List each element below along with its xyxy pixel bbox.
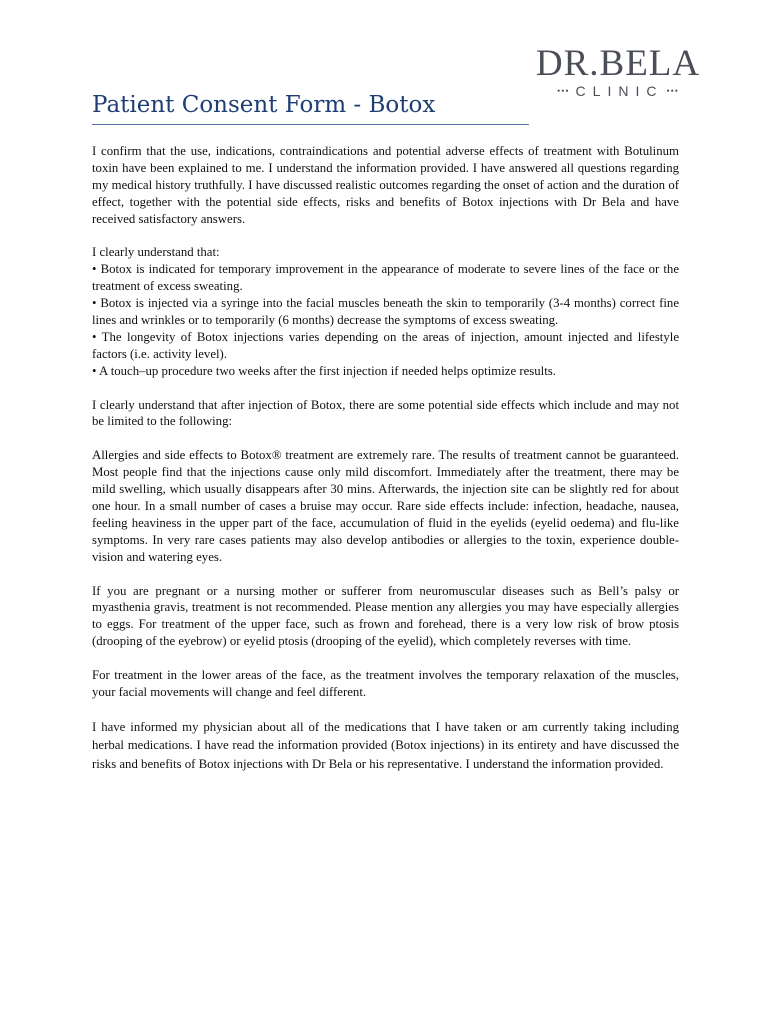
lower-face-treatment-paragraph: For treatment in the lower areas of the face, as the treatment involves the temporary relaxation of the muscles, your facial movements will change and feel different. bbox=[92, 668, 679, 699]
logo-subtitle-text: CLINIC bbox=[575, 83, 664, 99]
title-divider bbox=[92, 124, 529, 125]
bullet-injection-duration: • Botox is injected via a syringe into the facial muscles beneath the skin to temporarily (3-4 months) correct fine lines and wrinkles or to temporarily (6 months) decrease the symptoms of excess sweating. bbox=[92, 296, 679, 328]
logo-left-dots: ••• bbox=[557, 86, 570, 96]
pregnancy-contraindications-paragraph: If you are pregnant or a nursing mother or sufferer from neuromuscular diseases such as Bell’s palsy or myasthenia gravis, treatment is not recommended. Please mention any allergies you may have especially allergies to eggs. For treatment of the upper face, such as frown and forehead, there is a very low risk of brow ptosis (drooping of the eyebrow) or eyelid ptosis (drooping of the eyelid), which completely reverses with time. bbox=[92, 583, 679, 649]
bullet-longevity: • The longevity of Botox injections varies depending on the areas of injection, amount injected and lifestyle factors (i.e. activity level). bbox=[92, 329, 679, 361]
logo-main-text: DR.BELA bbox=[535, 43, 701, 84]
bullet-touch-up: • A touch–up procedure two weeks after the first injection if needed helps optimize results. bbox=[92, 363, 556, 378]
logo-subtitle-row bbox=[528, 83, 708, 99]
understanding-heading: I clearly understand that: bbox=[92, 245, 220, 260]
logo-right-dots: ••• bbox=[666, 86, 679, 96]
allergies-side-effects-paragraph: Allergies and side effects to Botox® treatment are extremely rare. The results of treatment cannot be guaranteed. Most people find that the injections cause only mild discomfort. Immediately after the treatment, there may be mild swelling, which usually disappears after 30 mins. Afterwards, the injection site can be slightly red for about one hour. In a small number of cases a bruise may occur. Rare side effects include: infection, headache, nausea, feeling heaviness in the upper part of the face, accumulation of fluid in the eyelids (eyelid oedema) and flu-like symptoms. In very rare cases patients may also develop antibodies or allergies to the toxin, experience double-vision and watering eyes. bbox=[92, 448, 679, 564]
side-effects-intro-paragraph: I clearly understand that after injection of Botox, there are some potential side effects which include and may not be limited to the following: bbox=[92, 397, 679, 429]
intro-paragraph: I confirm that the use, indications, contraindications and potential adverse effects of treatment with Botulinum toxin have been explained to me. I understand the information provided. I have answered all questions regarding my medical history truthfully. I have discussed realistic outcomes regarding the onset of action and the duration of effect, together with the potential side effects, risks and benefits of Botox injections with Dr Bela and have received satisfactory answers. bbox=[92, 144, 679, 226]
consent-form-body bbox=[92, 143, 679, 774]
clinic-logo bbox=[528, 44, 708, 99]
document-title: Patient Consent Form - Botox bbox=[92, 92, 436, 118]
bullet-indication: • Botox is indicated for temporary improvement in the appearance of moderate to severe lines of the face or the treatment of excess sweating. bbox=[92, 262, 679, 294]
medications-disclosure-paragraph: I have informed my physician about all of the medications that I have taken or am currently taking including herbal medications. I have read the information provided (Botox injections) in its entirety and have discussed the risks and benefits of Botox injections with Dr Bela or his representative. I understand the information provided. bbox=[92, 719, 679, 771]
